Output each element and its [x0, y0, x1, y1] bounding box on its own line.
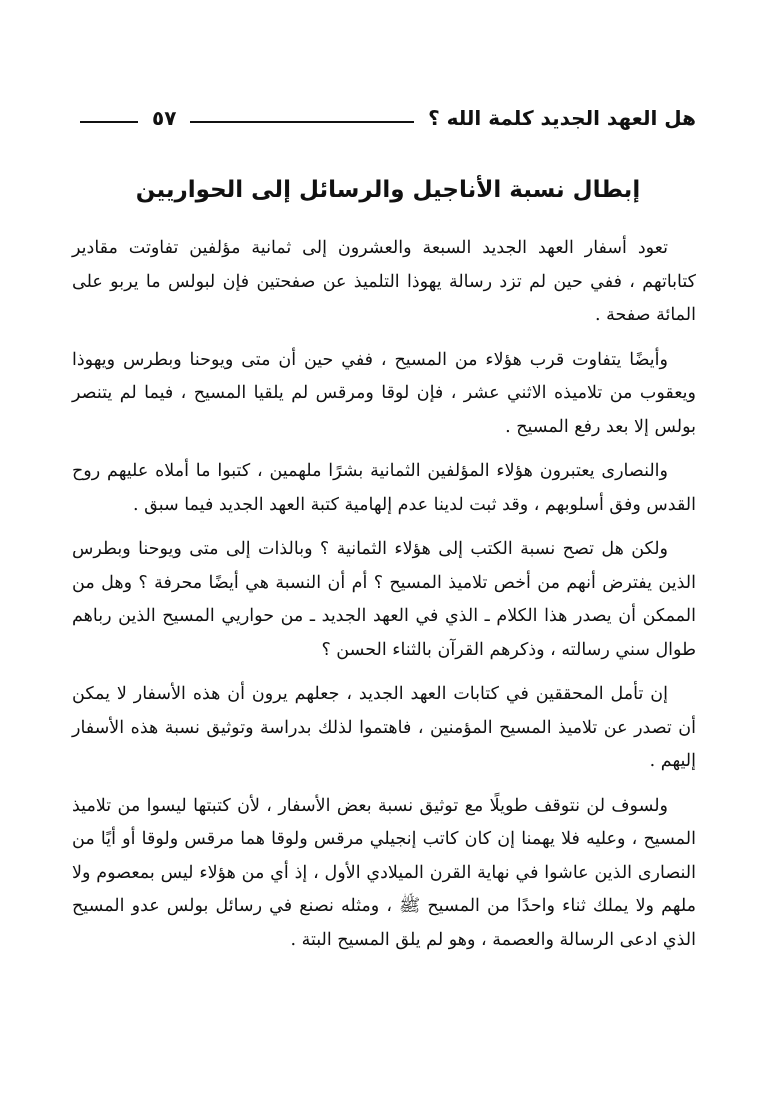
paragraph-1: تعود أسفار العهد الجديد السبعة والعشرون إلى ثمانية مؤلفين تفاوتت مقادير كتاباتهم ، ففي حين لم تزد رسالة يهوذا التلميذ عن صفحتين فإن لبولس ما يربو على المائة صفحة . — [72, 238, 696, 325]
paragraph-6: ولسوف لن نتوقف طويلًا مع توثيق نسبة بعض الأسفار ، لأن كتبتها ليسوا من تلاميذ المسيح ، وعليه فلا يهمنا إن كان كاتب إنجيلي مرقس ولوقا هما مرقس ولوقا أو أيًا من النصارى الذين عاشوا في نهاية القرن الميلادي الأول ، إذ أي من هؤلاء ليس بمعصوم ولا ملهم ولا يملك ثناء واحدًا من المسيح ﷺ ، ومثله نصنع في رسائل بولس عدو المسيح الذي ادعى الرسالة والعصمة ، وهو لم يلق المسيح البتة . — [72, 795, 696, 950]
paragraph-4: ولكن هل تصح نسبة الكتب إلى هؤلاء الثمانية ؟ وبالذات إلى متى ويوحنا وبطرس الذين يفترض أنهم من أخص تلاميذ المسيح ؟ أم أن النسبة هي أيضًا محرفة ؟ وهل من الممكن أن يصدر هذا الكلام ـ الذي في العهد الجديد ـ من حواريي المسيح الذين رباهم طوال سني رسالته ، وذكرهم القرآن بالثناء الحسن ؟ — [72, 539, 696, 660]
paragraph-2: وأيضًا يتفاوت قرب هؤلاء من المسيح ، ففي حين أن متى ويوحنا وبطرس ويهوذا ويعقوب من تلاميذه الاثني عشر ، فإن لوقا ومرقس لم يلقيا المسيح ، فيما لم يتنصر بولس إلا بعد رفع المسيح . — [72, 349, 696, 437]
paragraph-3: والنصارى يعتبرون هؤلاء المؤلفين الثمانية بشرًا ملهمين ، كتبوا ما أملاه عليهم روح القدس وفق أسلوبهم ، وقد ثبت لدينا عدم إلهامية كتبة العهد الجديد فيما سبق . — [72, 461, 696, 515]
section-title: إبطال نسبة الأناجيل والرسائل إلى الحواريين — [135, 177, 641, 203]
running-header — [80, 98, 696, 138]
header-rule — [190, 121, 414, 123]
body-text — [72, 232, 696, 968]
paragraph-5: إن تأمل المحققين في كتابات العهد الجديد ، جعلهم يرون أن هذه الأسفار لا يمكن أن تصدر عن تلاميذ المسيح المؤمنين ، فاهتموا لذلك بدراسة وتوثيق نسبة هذه الأسفار إليهم . — [72, 684, 696, 771]
header-rule-end — [80, 121, 138, 123]
running-title: هل العهد الجديد كلمة الله ؟ — [428, 106, 696, 130]
page-number: ٥٧ — [152, 106, 177, 130]
